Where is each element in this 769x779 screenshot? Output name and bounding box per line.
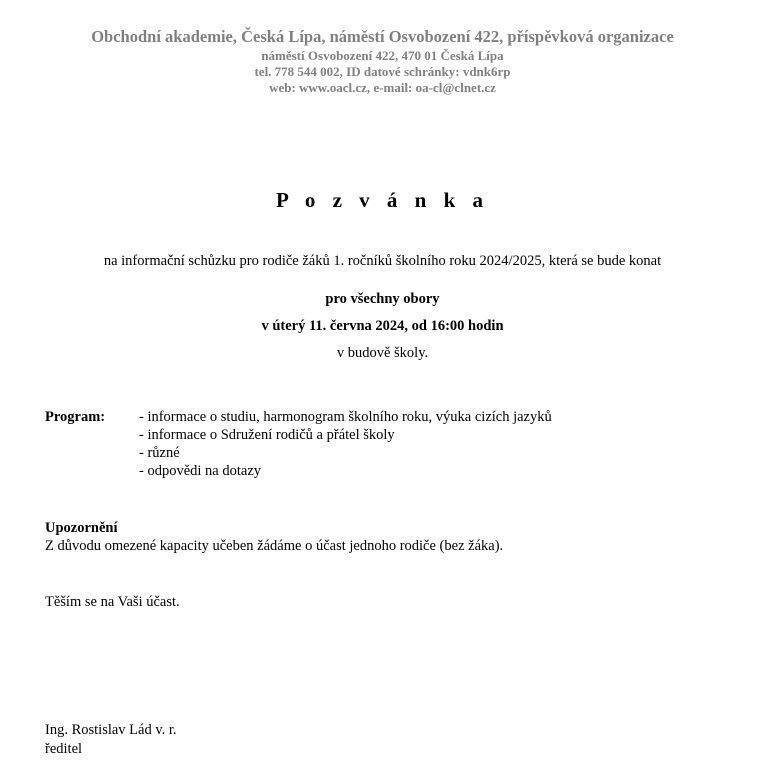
program-label: Program: (45, 409, 106, 425)
organization-contact: tel. 778 544 002, ID datové schránky: vdnk6rp (254, 64, 511, 79)
invitation-title: P o z v á n k a (275, 188, 490, 212)
notice-text: Z důvodu omezené kapacity učeben žádáme o účast jednoho rodiče (bez žáka). (45, 538, 504, 554)
invitation-place: v budově školy. (336, 345, 429, 361)
closing-line: Těším se na Vaši účast. (45, 594, 180, 610)
invitation-date: v úterý 11. června 2024, od 16:00 hodin (261, 318, 504, 334)
invitation-fields: pro všechny obory (325, 291, 440, 307)
notice-title: Upozornění (45, 520, 118, 536)
invitation-intro: na informační schůzku pro rodiče žáků 1. ročníků školního roku 2024/2025, která se bude konat (103, 253, 662, 269)
organization-name: Obchodní akademie, Česká Lípa, náměstí Osvobození 422, příspěvková organizace (91, 27, 674, 46)
signature-role: ředitel (45, 741, 83, 757)
program-item: - informace o studiu, harmonogram školního roku, výuka cizích jazyků (139, 409, 552, 425)
organization-web: web: www.oacl.cz, e-mail: oa-cl@clnet.cz (269, 80, 496, 95)
program-list (139, 408, 552, 480)
organization-address: náměstí Osvobození 422, 470 01 Česká Lípa (261, 48, 504, 63)
program-item: - různé (139, 445, 180, 461)
signature-name: Ing. Rostislav Lád v. r. (45, 722, 177, 738)
letterhead (0, 26, 765, 96)
program-item: - informace o Sdružení rodičů a přátel školy (139, 427, 395, 443)
program-item: - odpovědi na dotazy (139, 463, 262, 479)
